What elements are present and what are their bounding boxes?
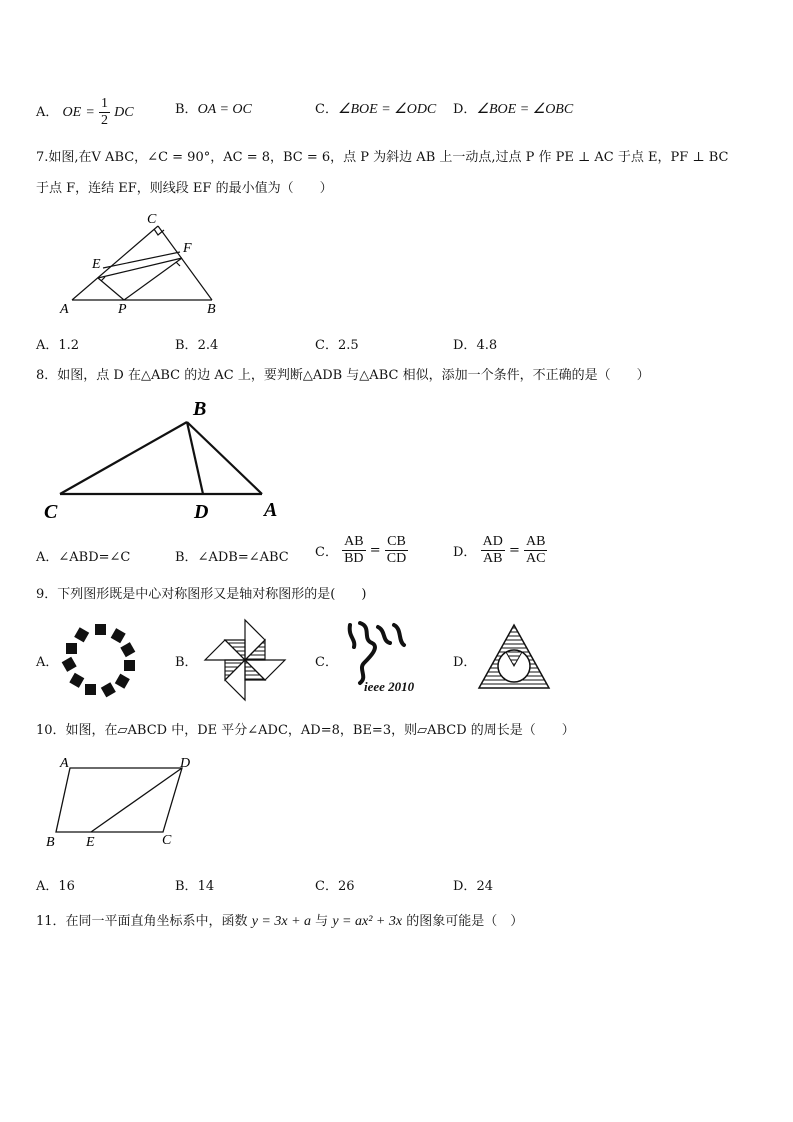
q7-label-a: A <box>60 302 69 317</box>
q9-text: 9．下列图形既是中心对称图形又是轴对称图形的是( ) <box>36 587 367 602</box>
q9-option-c-label: C． <box>315 655 338 670</box>
q7-label-p: P <box>118 302 127 317</box>
q6-option-a: A． OE = $\frac{1}{2}$ DC <box>36 96 134 128</box>
q11-text: 11．在同一平面直角坐标系中，函数 y = 3x + a 与 y = ax² + 3x 的图象可能是（ ） <box>36 914 524 929</box>
q7-option-a: A．1.2 <box>36 338 80 353</box>
q11-function-2: y = ax² + 3x <box>332 914 403 929</box>
q8-label-a: A <box>264 499 278 521</box>
q10-label-a: A <box>60 756 69 771</box>
q9-figure-c-text: ieee 2010 <box>364 679 415 694</box>
q10-option-d: D．24 <box>453 879 493 894</box>
q7-option-b: B．2.4 <box>175 338 219 353</box>
q7-label-f: F <box>183 241 192 256</box>
q9-option-b-label: B． <box>175 655 198 670</box>
q7-label-e: E <box>92 257 101 272</box>
q10-text: 10．如图，在▱ABCD 中，DE 平分∠ADC，AD=8，BE=3，则▱ABCD 的周长是（ ） <box>36 723 575 738</box>
q8-label-b: B <box>193 398 207 420</box>
q9-option-d-label: D． <box>453 655 477 670</box>
q10-label-e: E <box>86 835 95 850</box>
q10-option-b: B．14 <box>175 879 215 894</box>
q6-option-d: D．∠BOE = ∠OBC <box>453 102 574 117</box>
q8-option-d: D． $\frac{AD}{AB}$ = $\frac{AB}{AC}$ <box>453 534 546 566</box>
q11-function-1: y = 3x + a <box>251 914 312 929</box>
q10-option-c: C．26 <box>315 879 355 894</box>
q8-option-a: A．∠ABD=∠C <box>36 550 131 565</box>
q8-label-c: C <box>44 501 58 523</box>
q7-option-d: D．4.8 <box>453 338 498 353</box>
q9-option-a-label: A． <box>36 655 59 670</box>
q7-label-c: C <box>147 212 157 227</box>
q10-label-b: B <box>46 835 55 850</box>
q10-option-a: A．16 <box>36 879 75 894</box>
q10-label-c: C <box>162 833 172 848</box>
q7-text-line1: 7.如图,在V ABC，∠C = 90°，AC = 8，BC = 6，点 P 为斜边 AB 上一动点,过点 P 作 PE ⊥ AC 于点 E，PF ⊥ BC <box>36 150 729 165</box>
q8-option-c: C． $\frac{AB}{BD}$ = $\frac{CB}{CD}$ <box>315 534 407 566</box>
q7-option-c: C．2.5 <box>315 338 359 353</box>
q7-label-b: B <box>207 302 216 317</box>
q8-option-b: B．∠ADB=∠ABC <box>175 550 289 565</box>
q6-option-c: C．∠BOE = ∠ODC <box>315 102 437 117</box>
q7-text-line2: 于点 F，连结 EF，则线段 EF 的最小值为（ ） <box>36 181 333 196</box>
q6-option-b: B．OA = OC <box>175 102 252 117</box>
q8-label-d: D <box>194 501 209 523</box>
q8-text: 8．如图，点 D 在△ABC 的边 AC 上，要判断△ADB 与△ABC 相似，添加一个条件，不正确的是（ ） <box>36 368 650 383</box>
q10-label-d: D <box>180 756 191 771</box>
